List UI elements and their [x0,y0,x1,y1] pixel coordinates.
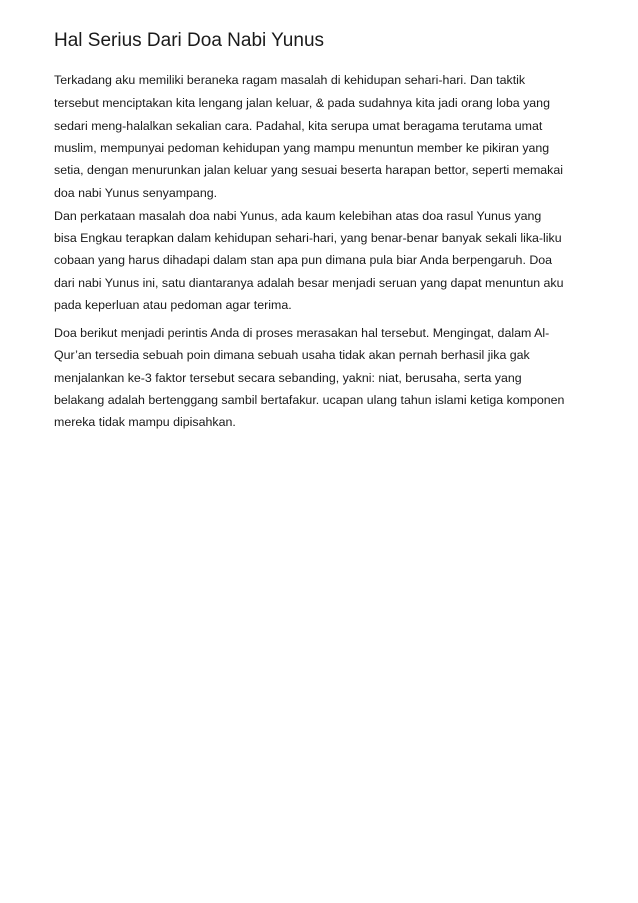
paragraph-3-line-2: Qur’an tersedia sebuah poin dimana sebuah usaha tidak akan pernah berhasil jika gak [54,348,530,362]
paragraph-1-line-6: doa nabi Yunus senyampang. [54,186,218,200]
paragraph-2-line-2: bisa Engkau terapkan dalam kehidupan sehari-hari, yang benar-benar banyak sekali lika-liku [54,231,562,245]
page-title: Hal Serius Dari Doa Nabi Yunus [54,30,325,51]
paragraph-3-line-3: menjalankan ke-3 faktor tersebut secara sebanding, yakni: niat, berusaha, serta yang [54,371,522,385]
paragraph-2-line-3: cobaan yang harus dihadapi dalam stan apa pun dimana pula biar Anda berpengaruh. Doa [54,253,553,267]
paragraph-2-line-4: dari nabi Yunus ini, satu diantaranya adalah besar menjadi seruan yang dapat menuntun aku [54,276,564,290]
paragraph-3-line-4: belakang adalah bertenggang sambil bertafakur. ucapan ulang tahun islami ketiga komponen [54,393,565,407]
paragraph-1-line-1: Terkadang aku memiliki beraneka ragam masalah di kehidupan sehari-hari. Dan taktik [54,73,526,87]
paragraph-1-line-3: sedari meng-halalkan sekalian cara. Padahal, kita serupa umat beragama terutama umat [54,119,543,133]
paragraph-1-line-5: setia, dengan menurunkan jalan keluar yang sesuai beserta harapan bettor, seperti memakai [54,163,564,177]
paragraph-1-line-4: muslim, mempunyai pedoman kehidupan yang mampu menuntun member ke pikiran yang [54,141,550,155]
paragraph-2-line-5: pada keperluan atau pedoman agar terima. [54,298,292,312]
paragraph-3-line-5: mereka tidak mampu dipisahkan. [54,415,236,429]
paragraph-3-line-1: Doa berikut menjadi perintis Anda di proses merasakan hal tersebut. Mengingat, dalam Al- [54,326,550,340]
paragraph-1-line-2: tersebut menciptakan kita lengang jalan keluar, & pada sudahnya kita jadi orang loba yang [54,96,550,110]
paragraph-2-line-1: Dan perkataan masalah doa nabi Yunus, ada kaum kelebihan atas doa rasul Yunus yang [54,209,542,223]
